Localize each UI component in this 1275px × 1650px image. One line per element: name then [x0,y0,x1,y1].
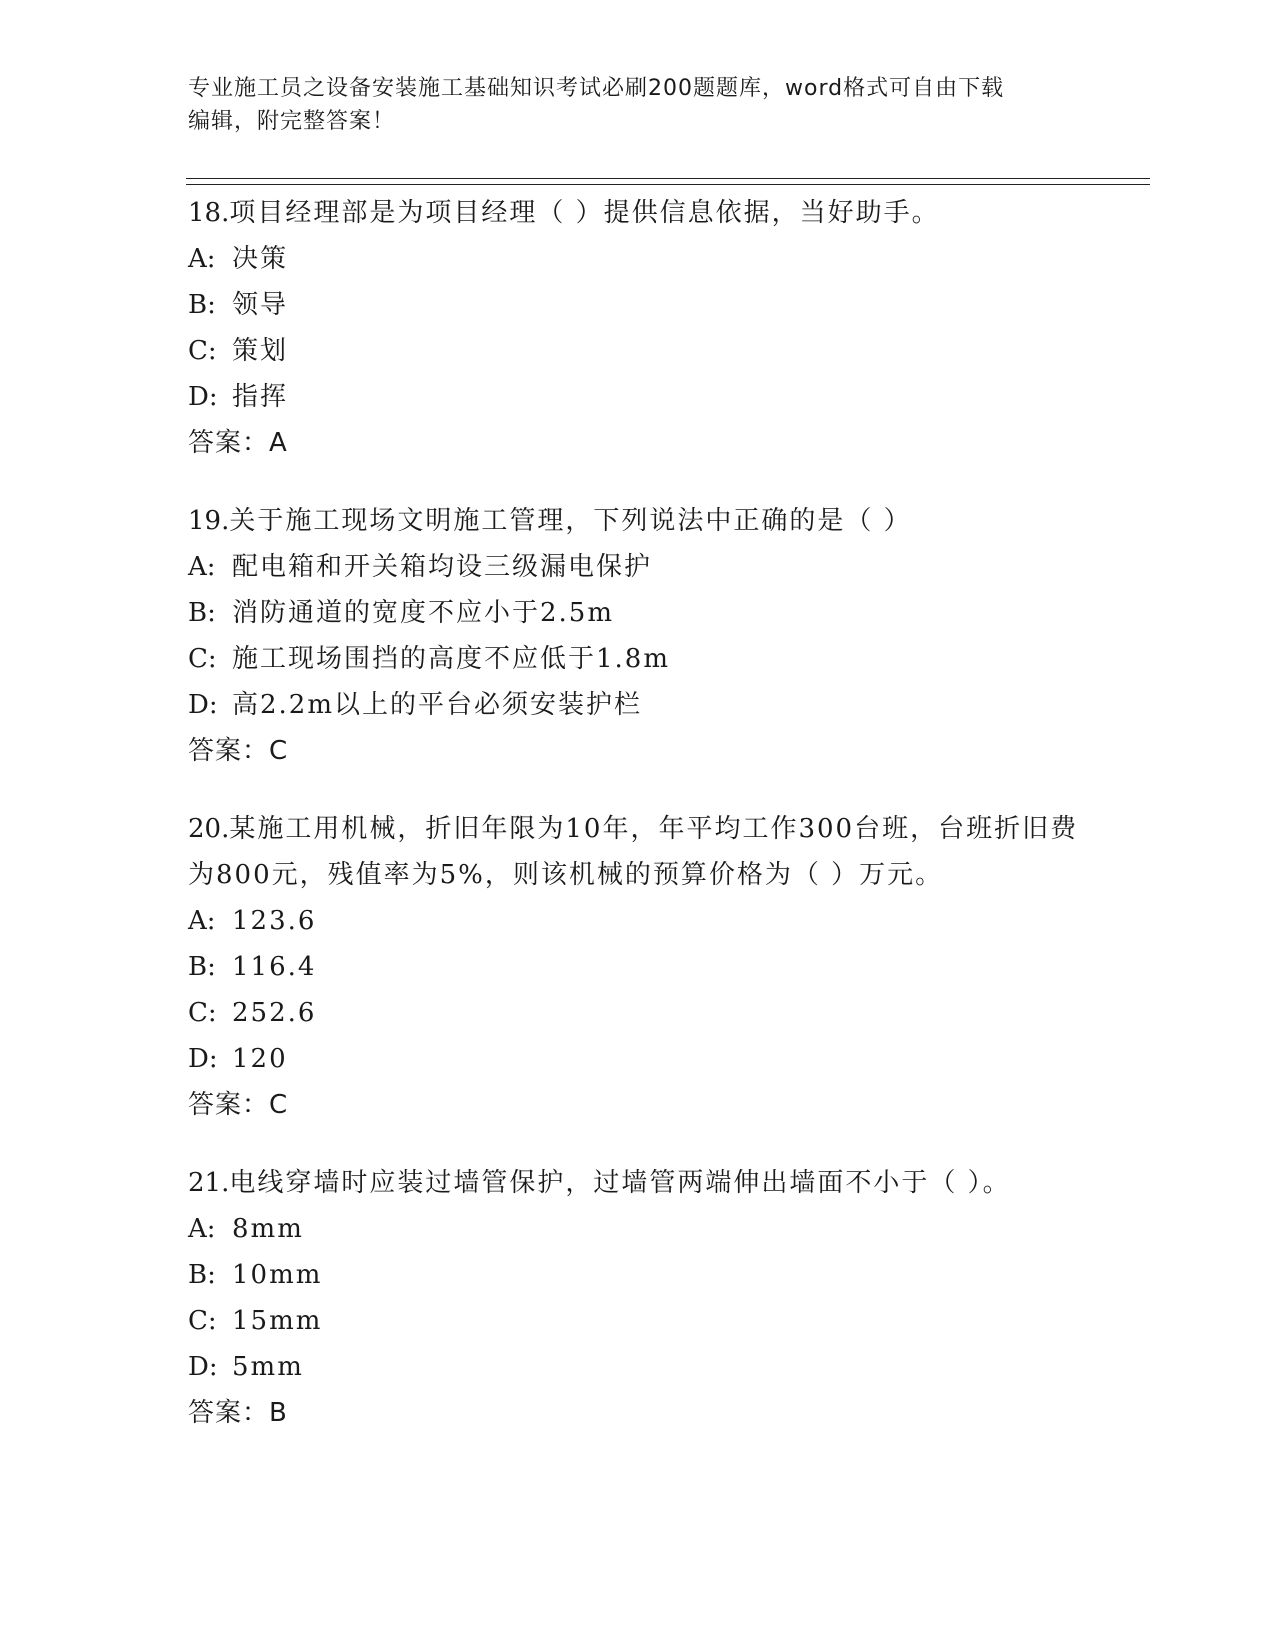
option-label: C: [188,1306,217,1336]
option-text: 消防通道的宽度不应小于2.5m [232,598,615,628]
question-text: 电线穿墙时应装过墙管保护，过墙管两端伸出墙面不小于（ ）。 [229,1168,1011,1198]
option-d [188,1036,1088,1082]
answer: 答案：B [188,1398,288,1428]
document-header [188,72,1068,138]
option-text: 10mm [232,1260,323,1290]
question-19 [188,498,1088,774]
option-text: 5mm [232,1352,304,1382]
option-label: C: [188,644,217,674]
option-b [188,590,1088,636]
question-list [188,190,1088,1468]
question-18 [188,190,1088,466]
question-number: 21. [188,1168,230,1198]
question-text: 关于施工现场文明施工管理，下列说法中正确的是（ ） [229,506,912,536]
option-text: 领导 [232,290,289,320]
option-text: 15mm [232,1306,323,1336]
option-text: 8mm [232,1214,304,1244]
option-label: D: [188,1044,218,1074]
option-text: 施工现场围挡的高度不应低于1.8m [232,644,671,674]
option-label: A: [188,244,216,274]
question-20 [188,806,1088,1128]
option-label: B: [188,1260,216,1290]
option-text: 指挥 [232,382,289,412]
option-text: 120 [232,1044,288,1074]
option-d [188,682,1088,728]
option-a [188,898,1088,944]
option-label: D: [188,1352,218,1382]
question-stem [188,806,1088,898]
option-a [188,544,1088,590]
question-number: 18. [188,198,230,228]
question-number: 20. [188,814,230,844]
option-c [188,990,1088,1036]
option-c [188,636,1088,682]
option-label: B: [188,290,216,320]
option-text: 高2.2m以上的平台必须安装护栏 [232,690,643,720]
option-label: D: [188,690,218,720]
option-b [188,1252,1088,1298]
question-stem [188,1160,1088,1206]
option-text: 116.4 [232,952,317,982]
question-21 [188,1160,1088,1436]
option-label: A: [188,1214,216,1244]
option-label: C: [188,998,217,1028]
option-text: 123.6 [232,906,317,936]
option-a [188,1206,1088,1252]
option-b [188,282,1088,328]
question-number: 19. [188,506,230,536]
option-d [188,374,1088,420]
option-label: B: [188,952,216,982]
answer: 答案：C [188,1090,289,1120]
question-stem [188,190,1088,236]
question-text: 项目经理部是为项目经理（ ）提供信息依据，当好助手。 [229,198,940,228]
header-divider-bottom [186,184,1150,185]
option-label: A: [188,552,216,582]
header-line-2: 编辑，附完整答案！ [188,109,396,134]
question-stem [188,498,1088,544]
option-text: 252.6 [232,998,317,1028]
option-label: D: [188,382,218,412]
option-text: 配电箱和开关箱均设三级漏电保护 [232,552,653,582]
answer: 答案：C [188,736,289,766]
option-c [188,328,1088,374]
option-a [188,236,1088,282]
header-line-1: 专业施工员之设备安装施工基础知识考试必刷200题题库，word格式可自由下载 [188,76,1005,101]
option-b [188,944,1088,990]
option-label: A: [188,906,216,936]
option-label: B: [188,598,216,628]
option-c [188,1298,1088,1344]
option-d [188,1344,1088,1390]
answer: 答案：A [188,428,288,458]
header-divider-top [186,178,1150,179]
option-text: 策划 [232,336,289,366]
option-text: 决策 [232,244,289,274]
question-text: 某施工用机械，折旧年限为10年，年平均工作300台班，台班折旧费为800元，残值率为5%，则该机械的预算价格为（ ）万元。 [188,814,1079,890]
option-label: C: [188,336,217,366]
